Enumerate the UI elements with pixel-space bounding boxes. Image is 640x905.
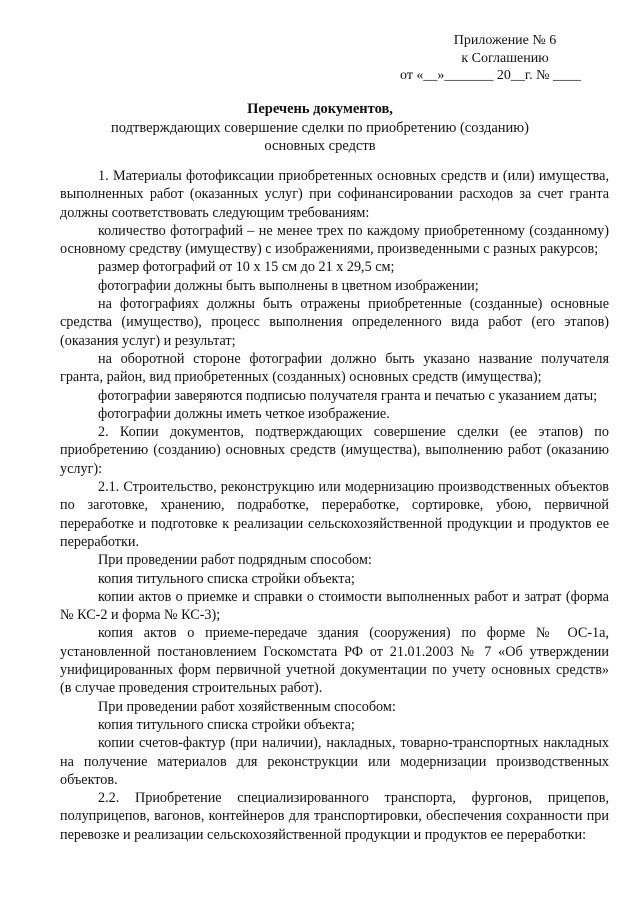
- paragraph-13: копии актов о приемке и справки о стоимости выполненных работ и затрат (форма № КС-2 и форма № КС-3);: [60, 588, 609, 624]
- agreement-date-line: от «__»_______ 20__г. № ____: [400, 68, 581, 83]
- document-body: [60, 167, 609, 844]
- document-title: [60, 100, 580, 156]
- paragraph-15: При проведении работ хозяйственным способом:: [98, 698, 396, 715]
- title-main: Перечень документов,: [247, 101, 393, 117]
- paragraph-1: 1. Материалы фотофиксации приобретенных основных средств и (или) имущества, выполненных работ (оказанных услуг) при софинансировании расходов за счет гранта должны соответствовать следующим требованиям:: [60, 168, 609, 221]
- paragraph-3: размер фотографий от 10 х 15 см до 21 х 29,5 см;: [98, 259, 395, 276]
- paragraph-4: фотографии должны быть выполнены в цветном изображении;: [98, 277, 479, 294]
- paragraph-16: копия титульного списка стройки объекта;: [98, 716, 355, 733]
- appendix-header: [400, 32, 610, 85]
- paragraph-6: на оборотной стороне фотографии должно быть указано название получателя гранта, район, вид приобретенных (созданных) основных средств (имущества);: [60, 350, 609, 386]
- paragraph-14: копия актов о приеме-передаче здания (сооружения) по форме № ОС-1а, установленной постановлением Госкомстата РФ от 21.01.2003 № 7 «Об утверждении унифицированных форм первичной учетной документации по учету основных средств» (в случае проведения строительных работ).: [60, 625, 609, 697]
- paragraph-5: на фотографиях должны быть отражены приобретенные (созданные) основные средства (имущество), процесс выполнения определенного вида работ (его этапов) (оказания услуг) и результат;: [60, 296, 609, 349]
- paragraph-2: количество фотографий – не менее трех по каждому приобретенному (созданному) основному средству (имуществу) с изображениями, произведенными с разных ракурсов;: [60, 222, 609, 258]
- title-subtitle-line1: подтверждающих совершение сделки по приобретению (созданию): [111, 119, 529, 136]
- paragraph-9: 2. Копии документов, подтверждающих совершение сделки (ее этапов) по приобретению (созданию) основных средств (имущества), выполнению работ (оказанию услуг):: [60, 424, 609, 477]
- paragraph-7: фотографии заверяются подписью получателя гранта и печатью с указанием даты;: [98, 387, 598, 404]
- paragraph-12: копия титульного списка стройки объекта;: [98, 570, 355, 587]
- title-subtitle-line2: основных средств: [264, 138, 376, 154]
- appendix-number: Приложение № 6: [453, 33, 557, 48]
- paragraph-10: 2.1. Строительство, реконструкцию или модернизацию производственных объектов по заготовке, хранению, подработке, переработке, сортировке, убою, первичной переработке и подготовке к реализации сельскохозяйственной продукции и продуктов ее переработки.: [60, 479, 609, 550]
- agreement-reference: к Соглашению: [461, 50, 549, 66]
- paragraph-8: фотографии должны иметь четкое изображение.: [98, 405, 390, 422]
- paragraph-11: При проведении работ подрядным способом:: [98, 552, 372, 569]
- paragraph-18: 2.2. Приобретение специализированного транспорта, фургонов, прицепов, полуприцепов, вагонов, контейнеров для транспортировки, обеспечения сохранности при перевозке и реализации сельскохозяйственной продукции и продуктов ее переработки:: [60, 790, 609, 843]
- paragraph-17: копии счетов-фактур (при наличии), накладных, товарно-транспортных накладных на получение материалов для реконструкции или модернизации производственных объектов.: [60, 735, 609, 788]
